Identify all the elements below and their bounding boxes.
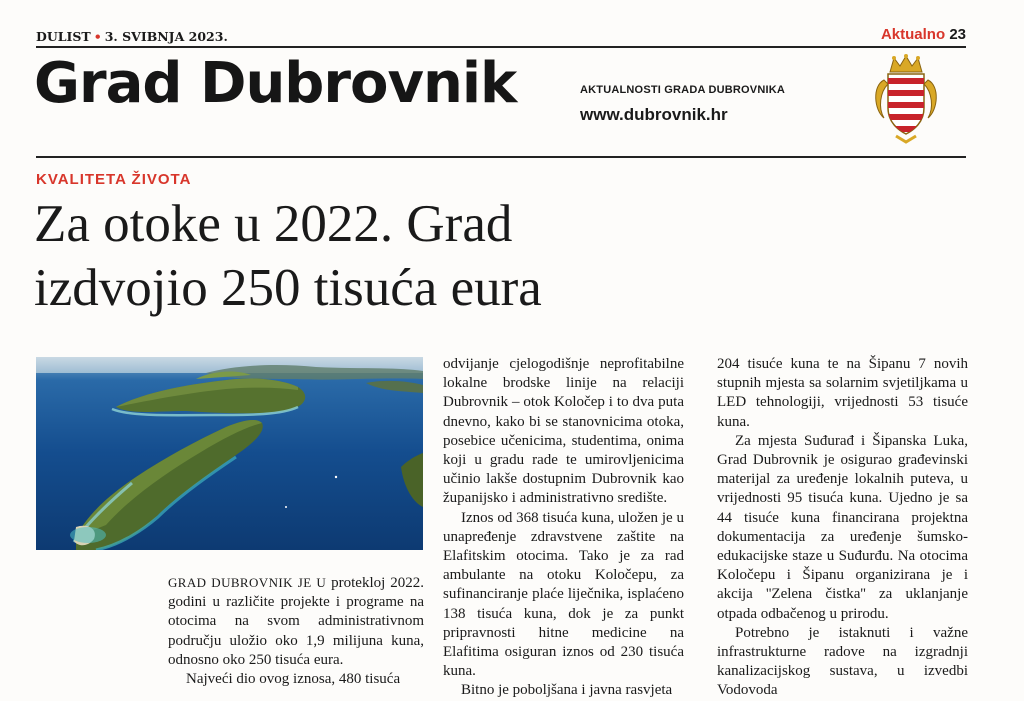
col3-paragraph-3: Potrebno je istaknuti i važne infrastrukturne radove na izgradnji kanalizacijskog sustava, u izvedbi Vodovoda (717, 624, 968, 699)
paper-name: DULIST (36, 29, 91, 44)
folio-right (881, 26, 966, 43)
col2-paragraph-2: Iznos od 368 tisuća kuna, uložen je u unapređenje zdravstvene zaštite na Elafitskim otocima. Tako je za rad ambulante na otoku Koločepu, za sufinanciranje plaće liječnika, isplaćeno 138 tisuća kuna, dok je za punkt pripravnosti hitne medicine na Elafitima osiguran iznos od 230 tisuća kuna. (443, 509, 684, 680)
top-rule (36, 46, 966, 48)
masthead-subtitle: AKTUALNOSTI GRADA DUBROVNIKA (580, 84, 786, 96)
dubrovnik-crest-icon (870, 52, 942, 144)
masthead-rule (36, 156, 966, 158)
col2-paragraph-1: odvijanje cjelogodišnje neprofitabilne lokalne brodske linije na relaciji Dubrovnik – otok Koločep i to dva puta dnevno, kako bi se stanovnicima otoka, posebice učenicima, studentima, onima koji u gradu rade te umirovljenicima učinio lakše dostupnim Dubrovnik kao županijsko i administrativno središte. (443, 356, 684, 507)
headline-line-2: izdvojio 250 tisuća eura (34, 259, 542, 317)
page-number: 23 (949, 26, 966, 43)
article-column-3 (717, 355, 968, 701)
col1-paragraph-2: Najveći dio ovog iznosa, 480 tisuća (186, 671, 401, 688)
article-headline (34, 192, 934, 320)
col2-paragraph-3: Bitno je poboljšana i javna rasvjeta (461, 682, 673, 699)
headline-line-1: Za otoke u 2022. Grad (34, 195, 513, 253)
islands-aerial-photo (36, 357, 423, 550)
issue-date: 3. SVIBNJA 2023. (104, 29, 228, 44)
col1-paragraph-1 (168, 573, 424, 670)
folio-left (36, 29, 228, 44)
article-column-2 (443, 355, 684, 701)
folio-line (36, 26, 966, 46)
col1-p1-text: protekloj 2022. godini u različite projekte i programe na otocima na svom administrativnom području uložio oko 1,9 milijuna kuna, odnosno oko 250 tisuća eura. (168, 575, 424, 668)
article-kicker: KVALITETA ŽIVOTA (36, 171, 192, 188)
article-column-1 (168, 573, 424, 689)
masthead-url: www.dubrovnik.hr (580, 105, 728, 124)
col3-paragraph-2: Za mjesta Suđurađ i Šipanska Luka, Grad Dubrovnik je osigurao građevinski materijal za uređenje lokalnih puteva, u vrijednosti 95 tisuća kuna. Ujedno je sa 44 tisuće kuna financirana projektna dokumentacija za uređenje šumsko-edukacijske staze u Suđurđu. Na otocima Koločepu i Šipanu organizirana je i akcija ''Zelena čistka'' za uklanjanje otpada odbačenog u prirodu. (717, 432, 968, 622)
section-name: Aktualno (880, 26, 946, 43)
col3-paragraph-1: 204 tisuće kuna te na Šipanu 7 novih stupnih mjesta sa solarnim svjetiljkama u LED tehnologiji, vrijednosti 53 tisuće kuna. (717, 356, 968, 430)
folio-dot: • (93, 29, 102, 44)
masthead-title: Grad Dubrovnik (34, 51, 517, 116)
col1-lead-caps: GRAD DUBROVNIK JE U (168, 575, 327, 590)
